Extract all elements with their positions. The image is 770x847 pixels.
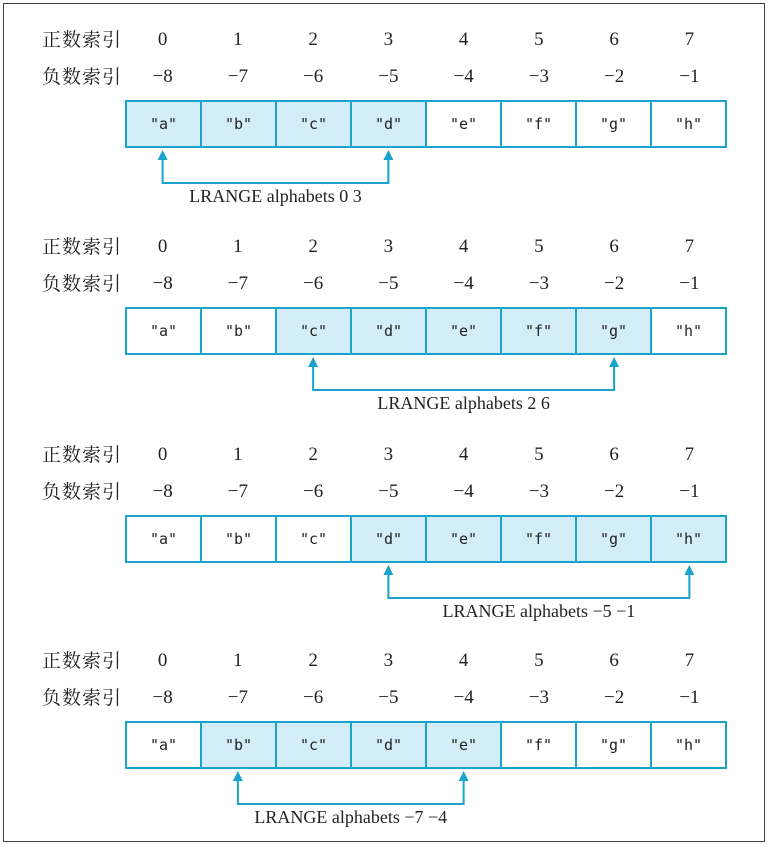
lrange-command-caption: LRANGE alphabets 2 6 bbox=[377, 393, 550, 413]
negative-index: −3 bbox=[528, 273, 549, 294]
negative-index: −7 bbox=[227, 66, 248, 87]
negative-index: −1 bbox=[679, 687, 700, 708]
list-element-cell: "b" bbox=[202, 309, 277, 353]
list-element-cell: "d" bbox=[352, 309, 427, 353]
list-element-cell: "c" bbox=[277, 309, 352, 353]
negative-index: −6 bbox=[303, 687, 324, 708]
arrow-head bbox=[684, 565, 694, 575]
negative-index: −7 bbox=[227, 481, 248, 502]
list-element-cell: "c" bbox=[277, 517, 352, 561]
list-element-cell: "b" bbox=[202, 723, 277, 767]
arrow-head bbox=[158, 150, 168, 160]
positive-index: 6 bbox=[609, 236, 619, 257]
positive-index: 4 bbox=[458, 236, 469, 257]
lrange-command-caption: LRANGE alphabets −7 −4 bbox=[254, 807, 448, 827]
positive-index: 0 bbox=[157, 29, 168, 50]
list-element-cell: "a" bbox=[127, 723, 202, 767]
negative-index: −1 bbox=[679, 66, 700, 87]
positive-index: 6 bbox=[609, 29, 619, 50]
negative-index: −5 bbox=[378, 273, 399, 294]
positive-index-label: 正数索引 bbox=[42, 236, 123, 258]
negative-index: −1 bbox=[679, 481, 700, 502]
negative-index-label: 负数索引 bbox=[42, 273, 123, 295]
negative-index-label: 负数索引 bbox=[42, 687, 123, 709]
range-bracket-line bbox=[163, 158, 389, 183]
negative-index: −6 bbox=[303, 273, 324, 294]
list-element-cell: "g" bbox=[577, 517, 652, 561]
positive-index-label: 正数索引 bbox=[42, 650, 123, 672]
positive-index: 4 bbox=[458, 444, 469, 465]
arrow-head bbox=[383, 150, 393, 160]
negative-index: −4 bbox=[453, 66, 474, 87]
positive-index: 6 bbox=[609, 650, 619, 671]
list-element-cell: "h" bbox=[652, 723, 725, 767]
range-bracket-line bbox=[238, 779, 464, 804]
list-element-cell: "a" bbox=[127, 309, 202, 353]
arrow-head bbox=[308, 357, 318, 367]
list-element-cell: "f" bbox=[502, 517, 577, 561]
negative-index: −8 bbox=[152, 687, 173, 708]
positive-index: 7 bbox=[684, 236, 695, 257]
positive-index: 2 bbox=[308, 29, 318, 50]
arrow-head bbox=[383, 565, 393, 575]
positive-index: 1 bbox=[233, 650, 243, 671]
list-element-cell: "g" bbox=[577, 723, 652, 767]
negative-index: −8 bbox=[152, 481, 173, 502]
negative-index: −3 bbox=[528, 687, 549, 708]
positive-index: 0 bbox=[157, 236, 168, 257]
positive-index: 1 bbox=[233, 29, 243, 50]
positive-index: 3 bbox=[383, 236, 394, 257]
list-element-cell: "b" bbox=[202, 102, 277, 146]
list-element-cell: "a" bbox=[127, 102, 202, 146]
range-bracket-line bbox=[313, 365, 614, 390]
list-element-cell: "h" bbox=[652, 102, 725, 146]
negative-index: −2 bbox=[604, 481, 625, 502]
positive-index-label: 正数索引 bbox=[42, 29, 123, 51]
positive-index: 7 bbox=[684, 650, 695, 671]
negative-index: −3 bbox=[528, 66, 549, 87]
list-element-cell: "f" bbox=[502, 102, 577, 146]
positive-index: 3 bbox=[383, 444, 394, 465]
negative-index: −5 bbox=[378, 66, 399, 87]
positive-index: 5 bbox=[534, 650, 544, 671]
positive-index: 7 bbox=[684, 29, 695, 50]
lrange-command-caption: LRANGE alphabets −5 −1 bbox=[442, 601, 636, 621]
negative-index: −6 bbox=[303, 481, 324, 502]
list-element-cell: "g" bbox=[577, 309, 652, 353]
list-element-cell: "c" bbox=[277, 723, 352, 767]
negative-index: −2 bbox=[604, 66, 625, 87]
negative-index: −7 bbox=[227, 273, 248, 294]
positive-index: 5 bbox=[534, 236, 544, 257]
positive-index: 6 bbox=[609, 444, 619, 465]
list-element-cell: "b" bbox=[202, 517, 277, 561]
positive-index: 1 bbox=[233, 444, 243, 465]
positive-index: 1 bbox=[233, 236, 243, 257]
list-element-cell: "c" bbox=[277, 102, 352, 146]
negative-index: −2 bbox=[604, 273, 625, 294]
positive-index: 5 bbox=[534, 29, 544, 50]
negative-index: −3 bbox=[528, 481, 549, 502]
positive-index: 0 bbox=[157, 650, 168, 671]
arrow-head bbox=[233, 771, 243, 781]
list-element-cell: "h" bbox=[652, 309, 725, 353]
list-element-cell: "g" bbox=[577, 102, 652, 146]
list-element-cell: "h" bbox=[652, 517, 725, 561]
list-element-cell: "d" bbox=[352, 102, 427, 146]
lrange-command-caption: LRANGE alphabets 0 3 bbox=[189, 186, 362, 206]
list-element-cell: "f" bbox=[502, 723, 577, 767]
list-element-cell: "e" bbox=[427, 517, 502, 561]
negative-index-label: 负数索引 bbox=[42, 66, 123, 88]
positive-index: 0 bbox=[157, 444, 168, 465]
list-element-cell: "d" bbox=[352, 517, 427, 561]
negative-index: −4 bbox=[453, 273, 474, 294]
negative-index: −5 bbox=[378, 687, 399, 708]
list-element-cell: "f" bbox=[502, 309, 577, 353]
negative-index: −4 bbox=[453, 687, 474, 708]
range-bracket-line bbox=[388, 573, 689, 598]
negative-index: −8 bbox=[152, 66, 173, 87]
positive-index: 2 bbox=[308, 444, 318, 465]
negative-index: −4 bbox=[453, 481, 474, 502]
positive-index: 7 bbox=[684, 444, 695, 465]
positive-index: 2 bbox=[308, 236, 318, 257]
negative-index: −2 bbox=[604, 687, 625, 708]
list-element-cell: "e" bbox=[427, 102, 502, 146]
negative-index: −7 bbox=[227, 687, 248, 708]
negative-index: −5 bbox=[378, 481, 399, 502]
positive-index: 4 bbox=[458, 650, 469, 671]
arrow-head bbox=[459, 771, 469, 781]
list-element-cell: "d" bbox=[352, 723, 427, 767]
positive-index: 3 bbox=[383, 650, 394, 671]
negative-index-label: 负数索引 bbox=[42, 481, 123, 503]
positive-index: 3 bbox=[383, 29, 394, 50]
positive-index: 5 bbox=[534, 444, 544, 465]
positive-index: 2 bbox=[308, 650, 318, 671]
negative-index: −8 bbox=[152, 273, 173, 294]
arrow-head bbox=[609, 357, 619, 367]
list-element-cell: "e" bbox=[427, 723, 502, 767]
list-element-cell: "e" bbox=[427, 309, 502, 353]
positive-index-label: 正数索引 bbox=[42, 444, 123, 466]
list-element-cell: "a" bbox=[127, 517, 202, 561]
negative-index: −1 bbox=[679, 273, 700, 294]
positive-index: 4 bbox=[458, 29, 469, 50]
negative-index: −6 bbox=[303, 66, 324, 87]
